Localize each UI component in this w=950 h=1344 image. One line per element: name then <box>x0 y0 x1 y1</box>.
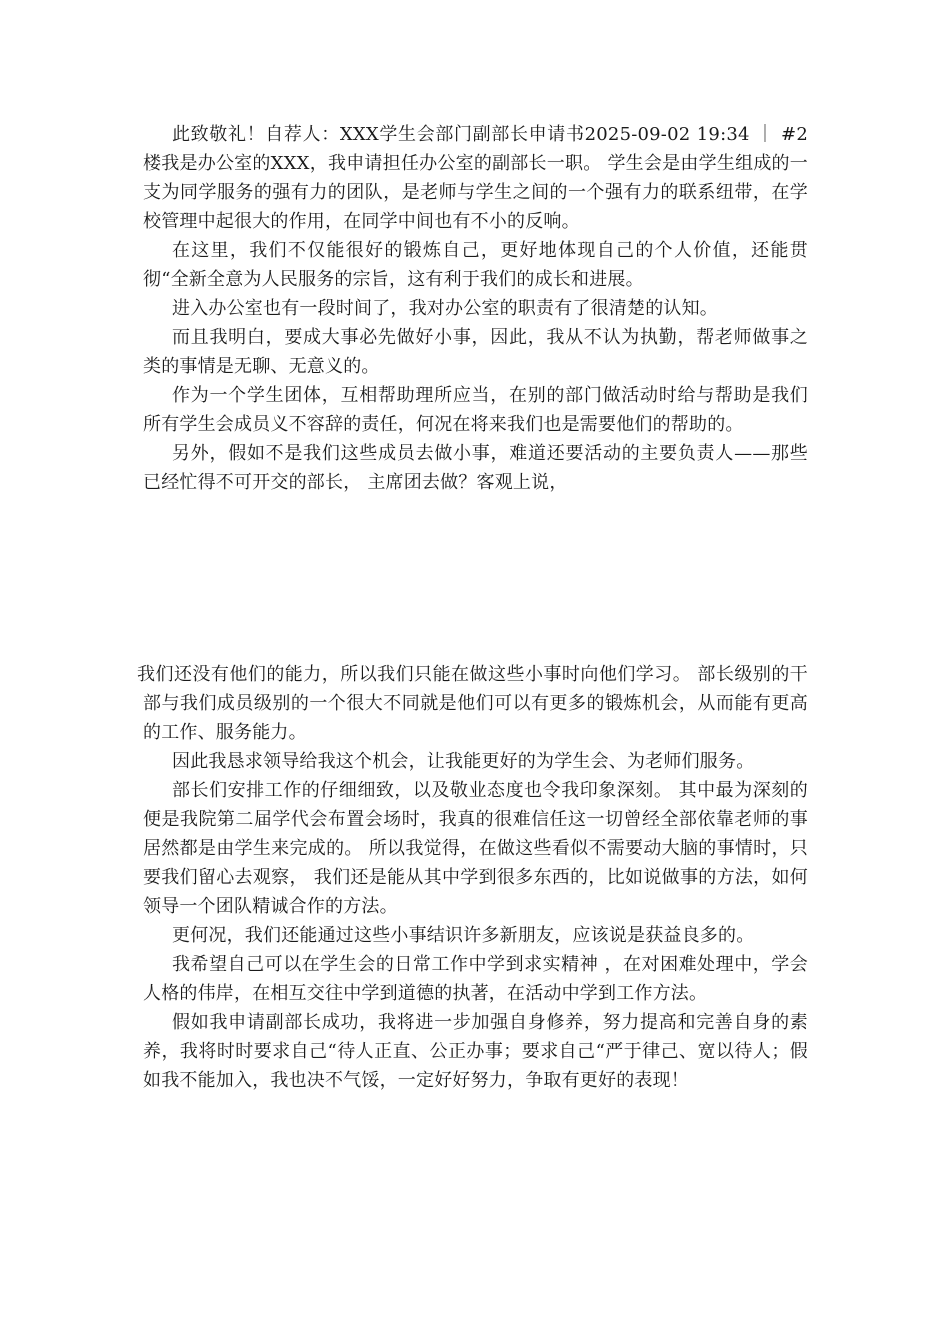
paragraph: 因此我恳求领导给我这个机会，让我能更好的为学生会、为老师们服务。 <box>172 751 755 772</box>
paragraph: 更何况，我们还能通过这些小事结识许多新朋友，应该说是获益良多的。 <box>172 925 755 946</box>
paragraph: 另外，假如不是我们这些成员去做小事，难道还要活动的主要负责人——那些已经忙得不可开交的部长， 主席团去做？客观上说， <box>143 443 808 493</box>
text-block-lower <box>137 660 808 1095</box>
paragraph: 此致敬礼！自荐人：XXX学生会部门副部长申请书2025-09-02 19:34 ｜ #2楼我是办公室的XXX，我申请担任办公室的副部长一职。 学生会是由学生组成的一支为同学服务的强有力的团队，是老师与学生之间的一个强有力的联系纽带，在学校管理中起很大的作用，在同学中间也有不小的反响。 <box>143 124 808 232</box>
paragraph: 作为一个学生团体，互相帮助理所应当，在别的部门做活动时给与帮助是我们所有学生会成员义不容辞的责任，何况在将来我们也是需要他们的帮助的。 <box>143 385 808 435</box>
paragraph: 假如我申请副部长成功，我将进一步加强自身修养，努力提高和完善自身的素养，我将时时要求自己“待人正直、公正办事；要求自己“严于律己、宽以待人；假如我不能加入，我也决不气馁，一定好好努力，争取有更好的表现！ <box>143 1012 808 1091</box>
paragraph: 部长们安排工作的仔细细致，以及敬业态度也令我印象深刻。 其中最为深刻的便是我院第二届学代会布置会场时，我真的很难信任这一切曾经全部依靠老师的事居然都是由学生来完成的。 所以我觉得，在做这些看似不需要动大脑的事情时，只要我们留心去观察， 我们还是能从其中学到很多东西的，比如说做事的方法，如何领导一个团队精诚合作的方法。 <box>143 780 808 917</box>
paragraph: 在这里，我们不仅能很好的锻炼自己，更好地体现自己的个人价值，还能贯彻“全新全意为人民服务的宗旨，这有利于我们的成长和进展。 <box>143 240 808 290</box>
paragraph: 进入办公室也有一段时间了，我对办公室的职责有了很清楚的认知。 <box>172 298 718 319</box>
paragraph: 我们还没有他们的能力，所以我们只能在做这些小事时向他们学习。 部长级别的干部与我们成员级别的一个很大不同就是他们可以有更多的锻炼机会，从而能有更高的工作、服务能力。 <box>137 664 808 743</box>
paragraph: 我希望自己可以在学生会的日常工作中学到求实精神 ，在对困难处理中，学会人格的伟岸，在相互交往中学到道德的执著，在活动中学到工作方法。 <box>143 954 808 1004</box>
paragraph: 而且我明白，要成大事必先做好小事，因此，我从不认为执勤，帮老师做事之类的事情是无聊、无意义的。 <box>143 327 808 377</box>
text-block-upper <box>143 120 808 497</box>
